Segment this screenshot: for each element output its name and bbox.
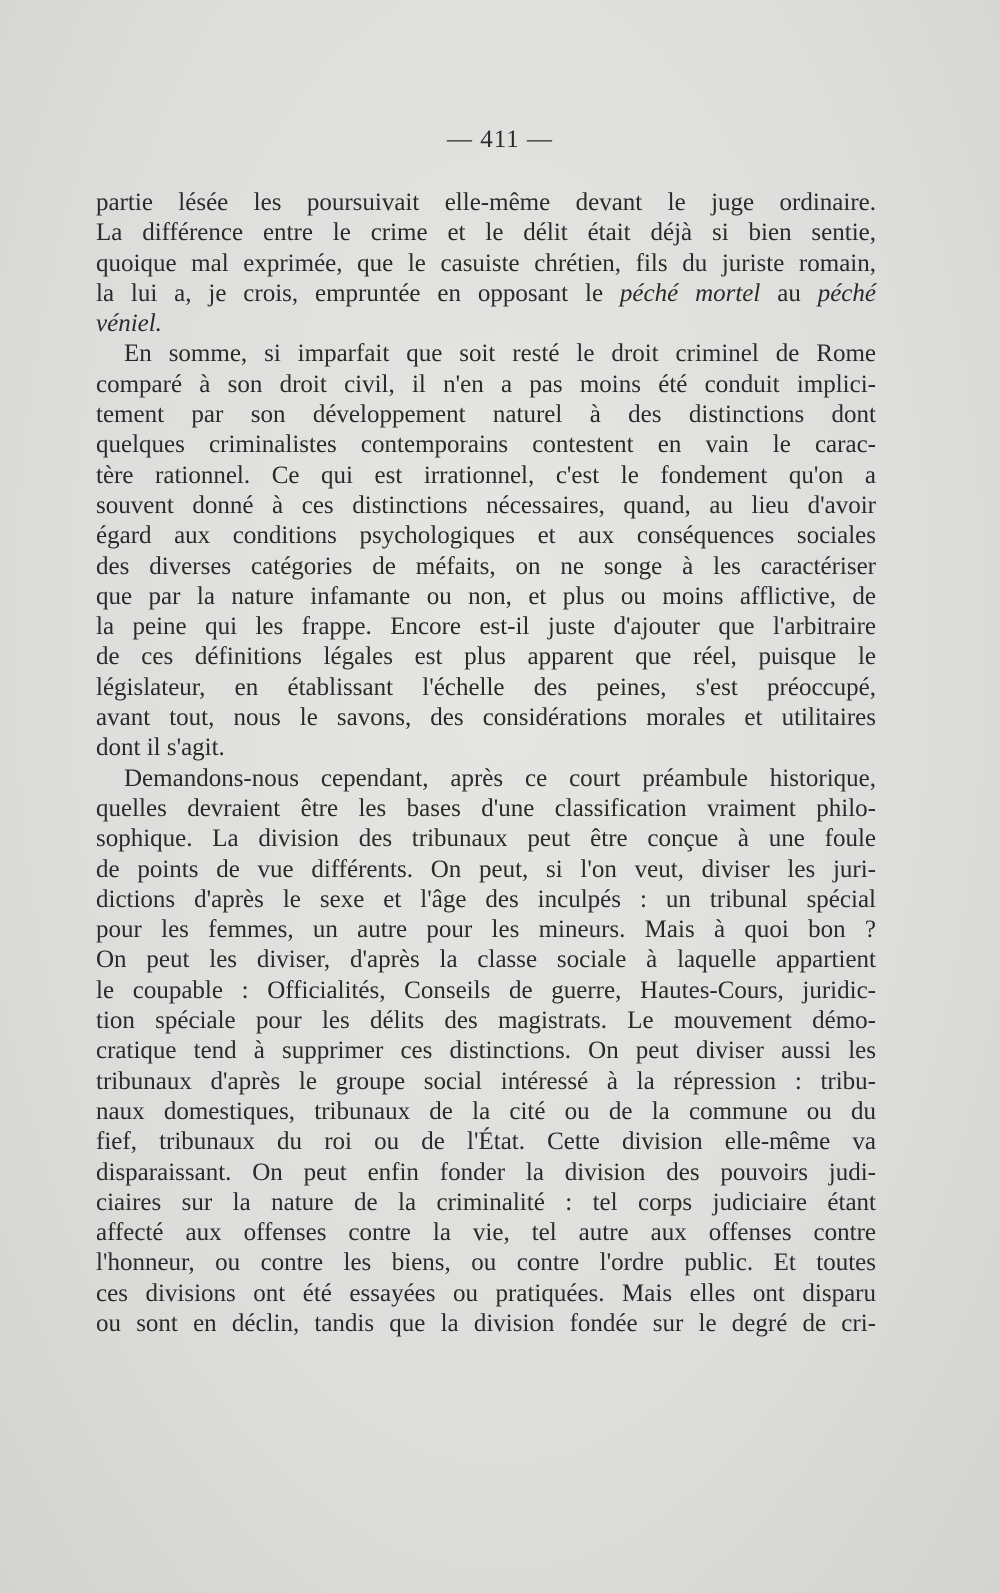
text-line: partie lésée les poursuivait elle-même devant le juge ordinaire.: [96, 189, 876, 216]
text-line: [96, 279, 876, 309]
text-line: égard aux conditions psychologiques et aux conséquences sociales: [96, 522, 876, 550]
text-line: disparaissant. On peut enfin fonder la division des pouvoirs judi-: [96, 1158, 876, 1186]
text-line: dictions d'après le sexe et l'âge des inculpés : un tribunal spécial: [96, 885, 876, 913]
text-line: l'honneur, ou contre les biens, ou contre l'ordre public. Et toutes: [96, 1249, 876, 1277]
page-number: — 411 —: [446, 126, 554, 153]
italic-term: véniel.: [96, 310, 162, 338]
text-line: législateur, en établissant l'échelle des peines, s'est préoccupé,: [96, 673, 876, 701]
text-line: tère rationnel. Ce qui est irrationnel, c'est le fondement qu'on a: [96, 461, 876, 489]
text-line: pour les femmes, un autre pour les mineurs. Mais à quoi bon ?: [96, 916, 876, 944]
text-line: En somme, si imparfait que soit resté le droit criminel de Rome: [124, 340, 876, 368]
text-line: quelles devraient être les bases d'une classification vraiment philo-: [96, 794, 876, 822]
text-line: cratique tend à supprimer ces distinctions. On peut diviser aussi les: [96, 1037, 876, 1065]
text-line: des diverses catégories de méfaits, on ne songe à les caractériser: [96, 552, 876, 580]
text-line: La différence entre le crime et le délit était déjà si bien sentie,: [96, 219, 876, 247]
text-line: quelques criminalistes contemporains contestent en vain le carac-: [96, 431, 876, 459]
text-line: ou sont en déclin, tandis que la division fondée sur le degré de cri-: [96, 1309, 876, 1337]
text-line: avant tout, nous le savons, des considérations morales et utilitaires: [96, 704, 876, 732]
text-segment: la lui a, je crois, empruntée en opposant le: [96, 279, 620, 307]
body-text: [96, 188, 876, 1339]
text-line: [96, 309, 876, 339]
text-line: Demandons-nous cependant, après ce court préambule historique,: [124, 764, 876, 792]
text-line: quoique mal exprimée, que le casuiste chrétien, fils du juriste romain,: [96, 249, 876, 277]
text-line: ces divisions ont été essayées ou pratiquées. Mais elles ont disparu: [96, 1279, 876, 1307]
text-segment: au: [760, 279, 818, 307]
text-line: fief, tribunaux du roi ou de l'État. Cette division elle-même va: [96, 1128, 876, 1156]
text-line: de ces définitions légales est plus apparent que réel, puisque le: [96, 643, 876, 671]
text-line: affecté aux offenses contre la vie, tel autre aux offenses contre: [96, 1219, 876, 1247]
italic-term: péché mortel: [619, 279, 761, 307]
text-line: ciaires sur la nature de la criminalité : tel corps judiciaire étant: [96, 1188, 876, 1216]
text-line: On peut les diviser, d'après la classe sociale à laquelle appartient: [96, 946, 876, 974]
text-line: le coupable : Officialités, Conseils de guerre, Hautes-Cours, juridic-: [96, 976, 876, 1004]
text-line: que par la nature infamante ou non, et plus ou moins afflictive, de: [96, 582, 876, 610]
text-line: la peine qui les frappe. Encore est-il juste d'ajouter que l'arbitraire: [96, 613, 876, 641]
text-line: sophique. La division des tribunaux peut être conçue à une foule: [96, 825, 876, 853]
italic-term: péché: [817, 279, 876, 307]
text-line: tion spéciale pour les délits des magistrats. Le mouvement démo-: [96, 1007, 876, 1035]
text-line: tribunaux d'après le groupe social intéressé à la répression : tribu-: [96, 1067, 876, 1095]
text-line: tement par son développement naturel à des distinctions dont: [96, 401, 876, 429]
text-line: dont il s'agit.: [96, 734, 225, 762]
text-line: souvent donné à ces distinctions nécessaires, quand, au lieu d'avoir: [96, 491, 876, 519]
text-line: comparé à son droit civil, il n'en a pas moins été conduit implici-: [96, 370, 876, 398]
text-line: naux domestiques, tribunaux de la cité ou de la commune ou du: [96, 1097, 876, 1125]
text-line: de points de vue différents. On peut, si l'on veut, diviser les juri-: [96, 855, 876, 883]
